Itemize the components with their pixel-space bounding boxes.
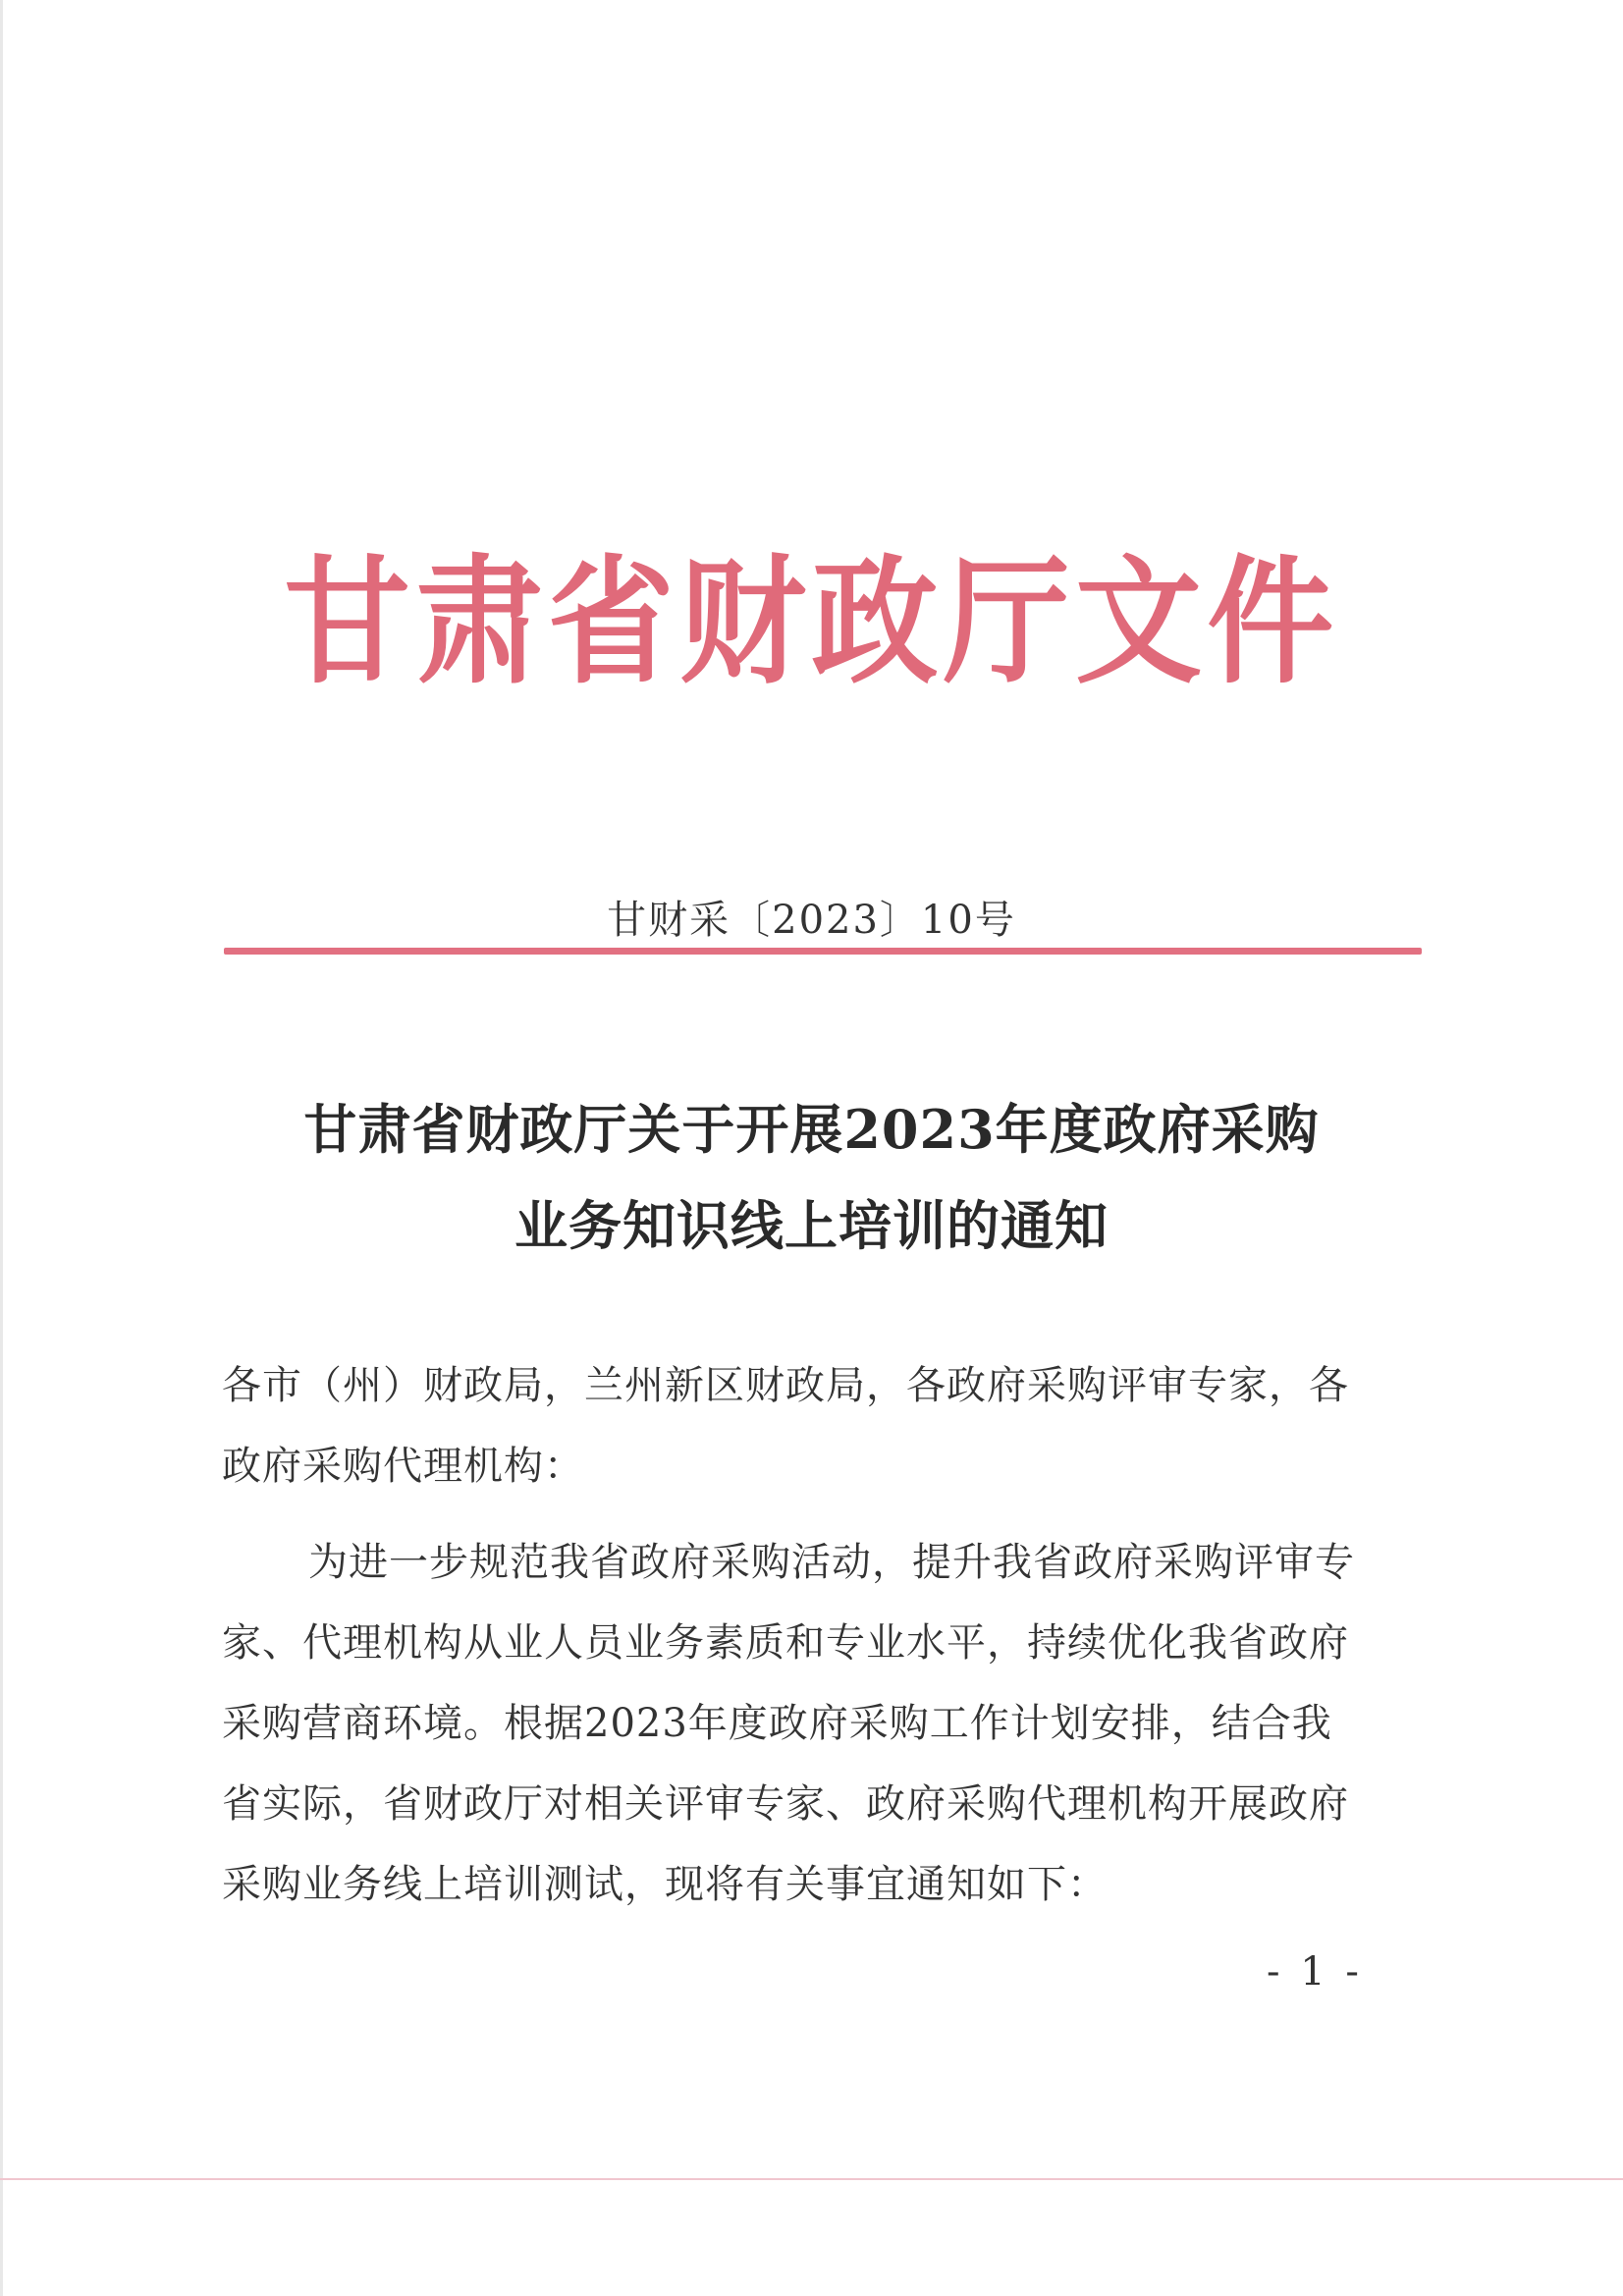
bottom-border-line: [0, 2178, 1623, 2180]
body-line-4: 省实际，省财政厅对相关评审专家、政府采购代理机构开展政府: [222, 1781, 1349, 1827]
body-line-1: 为进一步规范我省政府采购活动，提升我省政府采购评审专: [308, 1540, 1355, 1585]
page-number: - 1 -: [1267, 1949, 1363, 1995]
salutation-line-2: 政府采购代理机构：: [222, 1444, 584, 1489]
salutation: [222, 1345, 1425, 1506]
body-line-5: 采购业务线上培训测试，现将有关事宜通知如下：: [222, 1862, 1108, 1907]
body-line-2: 家、代理机构从业人员业务素质和专业水平，持续优化我省政府: [222, 1620, 1349, 1666]
body-paragraph: [222, 1522, 1425, 1925]
red-divider-line: [224, 948, 1422, 955]
body-line-3: 采购营商环境。根据2023年度政府采购工作计划安排，结合我: [222, 1701, 1332, 1746]
notice-title-line-1: 甘肃省财政厅关于开展2023年度政府采购: [303, 1098, 1320, 1161]
notice-title-line-2: 业务知识线上培训的通知: [514, 1194, 1109, 1257]
document-number: 甘财采〔2023〕10号: [607, 898, 1016, 943]
masthead-title: 甘肃省财政厅文件: [284, 543, 1339, 703]
salutation-line-1: 各市（州）财政局，兰州新区财政局，各政府采购评审专家，各: [222, 1363, 1349, 1408]
